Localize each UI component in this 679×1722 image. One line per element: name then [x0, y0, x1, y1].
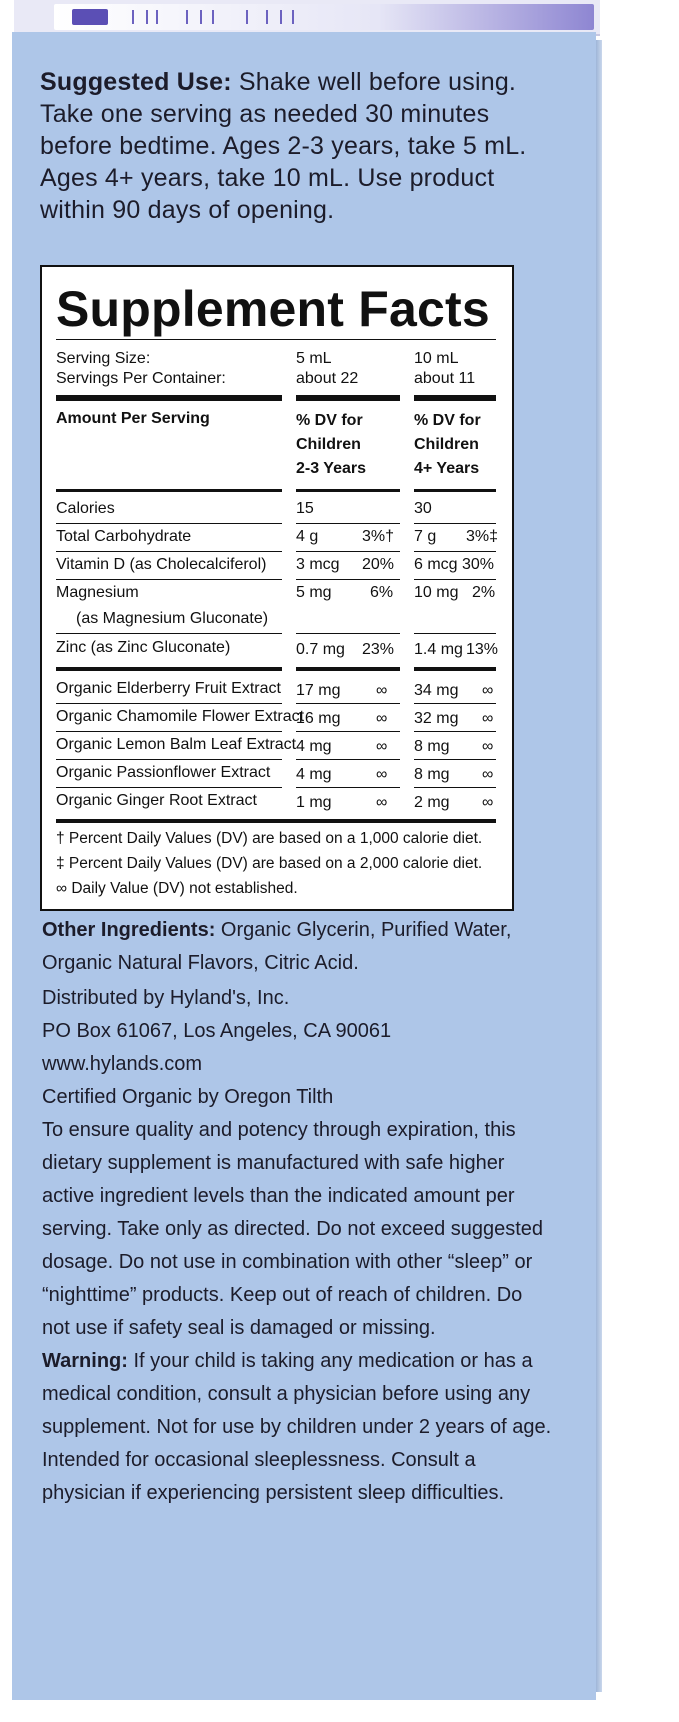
lid-mark — [200, 10, 214, 24]
row-divider — [296, 551, 400, 552]
col2-serving-size: 10 mL — [414, 350, 459, 367]
row-divider — [296, 703, 400, 704]
nutrient-name: Magnesium — [56, 584, 139, 601]
extract-amount-col2: 2 mg — [414, 794, 450, 811]
extract-name: Organic Chamomile Flower Extract — [56, 708, 305, 725]
row-divider — [56, 579, 282, 580]
nutrient-amount-col2: 1.4 mg — [414, 641, 463, 658]
row-divider — [56, 523, 282, 524]
footnote: ∞ Daily Value (DV) not established. — [56, 880, 298, 897]
row-divider — [56, 731, 282, 732]
medium-divider — [296, 489, 400, 492]
row-divider — [56, 759, 282, 760]
thick-divider — [296, 395, 400, 401]
other-ingredients-text: Organic Glycerin, Purified Water, Organic Natural Flavors, Citric Acid. — [42, 919, 512, 974]
nutrient-amount-col1: 3 mcg — [296, 556, 340, 573]
nutrient-amount-col2: 30 — [414, 500, 432, 517]
facts-title: Supplement Facts — [56, 281, 490, 337]
row-divider — [56, 703, 282, 704]
supplement-facts-panel — [40, 265, 514, 911]
nutrient-dv-col1: 23% — [362, 641, 395, 658]
row-divider — [56, 551, 282, 552]
row-divider — [414, 787, 496, 788]
warning-text: If your child is taking any medication or has a medical condition, consult a physician before using any supplement. Not for use by children under 2 years of age. Intended for occasional sleeplessness. Consult a physician if experiencing persistent sleep difficulties. — [42, 1350, 552, 1504]
nutrient-amount-col2: 10 mg — [414, 584, 459, 601]
website: www.hylands.com — [42, 1053, 203, 1075]
extract-dv-col2: ∞ — [482, 766, 494, 783]
row-divider — [414, 551, 496, 552]
extract-amount-col1: 4 mg — [296, 738, 332, 755]
lid-mark — [280, 10, 294, 24]
box-lid — [14, 0, 600, 36]
extract-dv-col2: ∞ — [482, 794, 494, 811]
extract-amount-col2: 32 mg — [414, 710, 459, 727]
medium-divider — [414, 489, 496, 492]
col1-header-line: Children — [296, 436, 361, 453]
extract-amount-col1: 17 mg — [296, 682, 341, 699]
extract-amount-col2: 34 mg — [414, 682, 459, 699]
thick-divider — [414, 395, 496, 401]
extract-amount-col1: 4 mg — [296, 766, 332, 783]
certified-organic: Certified Organic by Oregon Tilth — [42, 1086, 334, 1108]
nutrient-name: Calories — [56, 500, 115, 517]
thick-divider — [296, 667, 400, 671]
address: PO Box 61067, Los Angeles, CA 90061 — [42, 1020, 392, 1042]
extract-name: Organic Elderberry Fruit Extract — [56, 680, 281, 697]
col2-header-line: Children — [414, 436, 479, 453]
suggested-use-text: Shake well before using. Take one serving as needed 30 minutes before bedtime. Ages 2-3 years, take 5 mL. Ages 4+ years, take 10 mL. Use product within 90 days of opening. — [40, 68, 527, 224]
quality-statement: To ensure quality and potency through expiration, this dietary supplement is manufactured with safe higher active ingredient levels than the indicated amount per serving. Take only as directed. Do not exceed suggested dosage. Do not use in combination with other “sleep” or “nighttime” products. Keep out of reach of children. Do not use if safety seal is damaged or missing. — [42, 1119, 544, 1339]
other-ingredients — [42, 914, 554, 980]
extract-dv-col2: ∞ — [482, 738, 494, 755]
nutrient-subname: (as Magnesium Gluconate) — [76, 610, 269, 627]
thick-divider — [56, 395, 282, 401]
nutrient-dv-col1: 6% — [370, 584, 394, 601]
col2-header-line: 4+ Years — [414, 460, 480, 477]
nutrient-amount-col1: 5 mg — [296, 584, 332, 601]
extract-amount-col1: 1 mg — [296, 794, 332, 811]
footnote: ‡ Percent Daily Values (DV) are based on a 2,000 calorie diet. — [56, 855, 483, 872]
nutrient-amount-col1: 4 g — [296, 528, 319, 545]
footnote: † Percent Daily Values (DV) are based on a 1,000 calorie diet. — [56, 830, 483, 847]
lid-logo-chip — [72, 9, 108, 25]
nutrient-name: Total Carbohydrate — [56, 528, 192, 545]
col1-header-line: % DV for — [296, 412, 363, 429]
extract-amount-col2: 8 mg — [414, 766, 450, 783]
suggested-use-label: Suggested Use: — [40, 68, 232, 96]
warning — [42, 1345, 554, 1510]
col1-serving-size: 5 mL — [296, 350, 332, 367]
lid-mark — [156, 10, 188, 24]
row-divider — [296, 633, 400, 634]
nutrient-name: Vitamin D (as Cholecalciferol) — [56, 556, 267, 573]
col2-servings-count: about 11 — [414, 370, 476, 387]
nutrient-dv-col1: 20% — [362, 556, 395, 573]
nutrient-dv-col1: 3%† — [362, 528, 395, 545]
distributed-by: Distributed by Hyland's, Inc. — [42, 987, 290, 1009]
other-ingredients-label: Other Ingredients: — [42, 919, 216, 941]
col2-header — [414, 409, 481, 481]
extract-dv-col2: ∞ — [482, 682, 494, 699]
amount-per-serving: Amount Per Serving — [56, 410, 210, 427]
nutrient-name: Zinc (as Zinc Gluconate) — [56, 639, 231, 656]
thick-divider — [56, 819, 496, 823]
nutrient-dv-col2: 2% — [472, 584, 496, 601]
row-divider — [414, 759, 496, 760]
warning-label: Warning: — [42, 1350, 128, 1372]
extract-dv-col1: ∞ — [376, 738, 388, 755]
suggested-use — [40, 66, 560, 226]
nutrient-amount-col1: 15 — [296, 500, 314, 517]
package-edge — [596, 40, 602, 1692]
row-divider — [56, 633, 282, 634]
extract-name: Organic Lemon Balm Leaf Extract — [56, 736, 297, 753]
nutrient-dv-col2: 13% — [466, 641, 499, 658]
extract-amount-col2: 8 mg — [414, 738, 450, 755]
row-divider — [296, 759, 400, 760]
thick-divider — [56, 667, 282, 671]
extract-amount-col1: 16 mg — [296, 710, 341, 727]
lid-mark — [132, 10, 148, 24]
thick-divider — [414, 667, 496, 671]
extract-dv-col1: ∞ — [376, 766, 388, 783]
col2-header-line: % DV for — [414, 412, 481, 429]
row-divider — [56, 787, 282, 788]
nutrient-amount-col1: 0.7 mg — [296, 641, 345, 658]
extract-dv-col2: ∞ — [482, 710, 494, 727]
lid-mark — [246, 10, 268, 24]
row-divider — [296, 579, 400, 580]
medium-divider — [56, 489, 282, 492]
nutrient-dv-col2: 3%‡ — [466, 528, 499, 545]
row-divider — [414, 579, 496, 580]
row-divider — [414, 731, 496, 732]
row-divider — [414, 703, 496, 704]
nutrient-dv-col2: 30% — [462, 556, 495, 573]
divider — [56, 339, 496, 340]
servings-per-container-label: Servings Per Container: — [56, 370, 226, 387]
nutrient-amount-col2: 6 mcg — [414, 556, 458, 573]
extract-dv-col1: ∞ — [376, 794, 388, 811]
col1-servings-count: about 22 — [296, 370, 359, 387]
extract-dv-col1: ∞ — [376, 682, 388, 699]
extract-name: Organic Passionflower Extract — [56, 764, 271, 781]
serving-size-label: Serving Size: — [56, 350, 151, 367]
row-divider — [414, 523, 496, 524]
extract-dv-col1: ∞ — [376, 710, 388, 727]
extract-name: Organic Ginger Root Extract — [56, 792, 257, 809]
nutrient-amount-col2: 7 g — [414, 528, 437, 545]
row-divider — [414, 633, 496, 634]
row-divider — [296, 731, 400, 732]
row-divider — [296, 523, 400, 524]
col1-header-line: 2-3 Years — [296, 460, 366, 477]
row-divider — [296, 787, 400, 788]
col1-header — [296, 409, 366, 481]
